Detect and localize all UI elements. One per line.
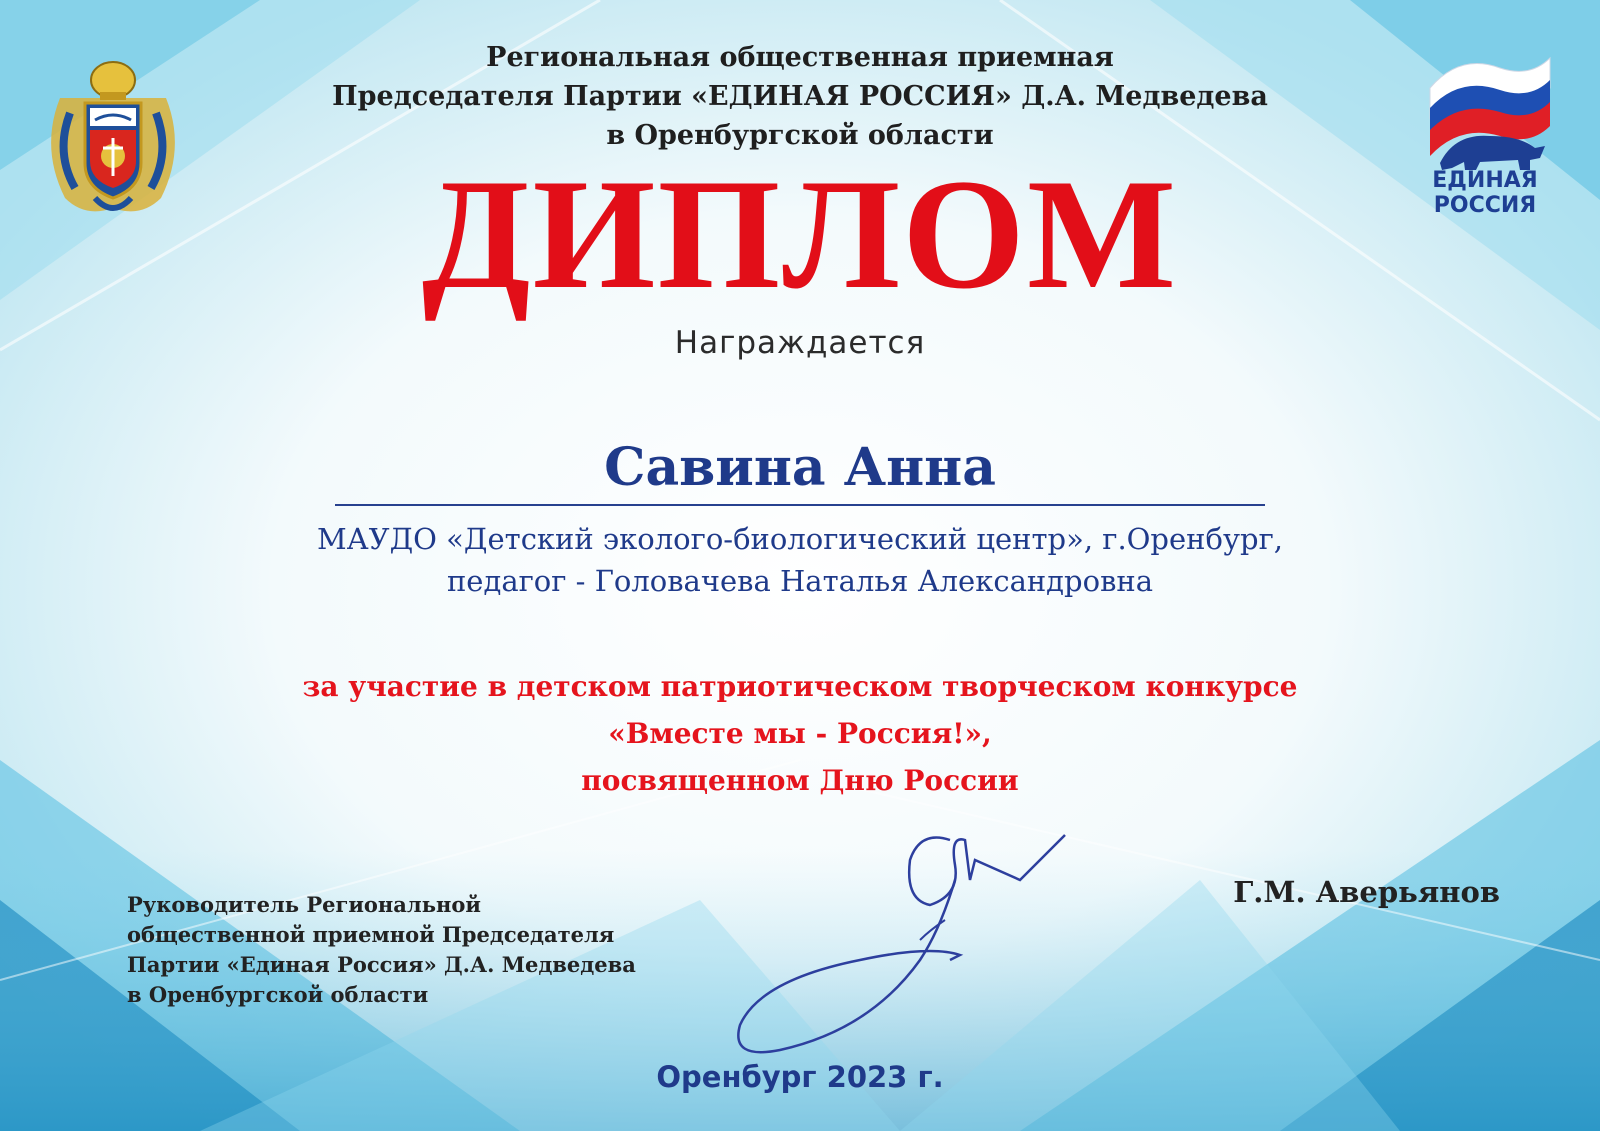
- party-logo-text: [1410, 168, 1560, 218]
- party-logo-line-1: ЕДИНАЯ: [1432, 168, 1538, 193]
- header-line-2: Председателя Партии «ЕДИНАЯ РОССИЯ» Д.А. Медведева: [332, 81, 1268, 112]
- recipient-name: Савина Анна: [604, 437, 996, 498]
- position-line-4: в Оренбургской области: [127, 982, 429, 1007]
- diploma-title: ДИПЛОМ: [421, 147, 1179, 322]
- awarded-label: Награждается: [674, 325, 926, 361]
- award-reason: [250, 663, 1350, 804]
- signer-position: [127, 890, 687, 1010]
- name-underline: [335, 504, 1265, 506]
- position-line-2: общественной приемной Председателя: [127, 922, 615, 947]
- header-line-1: Региональная общественная приемная: [486, 42, 1114, 73]
- organization-line-2: педагог - Головачева Наталья Александровна: [446, 564, 1154, 598]
- organization-line-1: МАУДО «Детский эколого-биологический центр», г.Оренбург,: [316, 522, 1283, 556]
- issuer-header: [300, 38, 1300, 155]
- recipient-organization: [250, 518, 1350, 602]
- coat-of-arms-icon: [40, 58, 186, 222]
- signer-name: Г.М. Аверьянов: [1233, 875, 1500, 909]
- reason-line-2: «Вместе мы - Россия!»,: [608, 717, 992, 750]
- party-logo-line-2: РОССИЯ: [1433, 193, 1537, 218]
- position-line-1: Руководитель Региональной: [127, 892, 481, 917]
- position-line-3: Партии «Единая Россия» Д.А. Медведева: [127, 952, 636, 977]
- reason-line-3: посвященном Дню России: [581, 764, 1019, 797]
- reason-line-1: за участие в детском патриотическом творческом конкурсе: [302, 670, 1298, 703]
- city-year: Оренбург 2023 г.: [656, 1060, 944, 1094]
- header-line-3: в Оренбургской области: [606, 120, 994, 151]
- signature-icon: [720, 820, 1090, 1070]
